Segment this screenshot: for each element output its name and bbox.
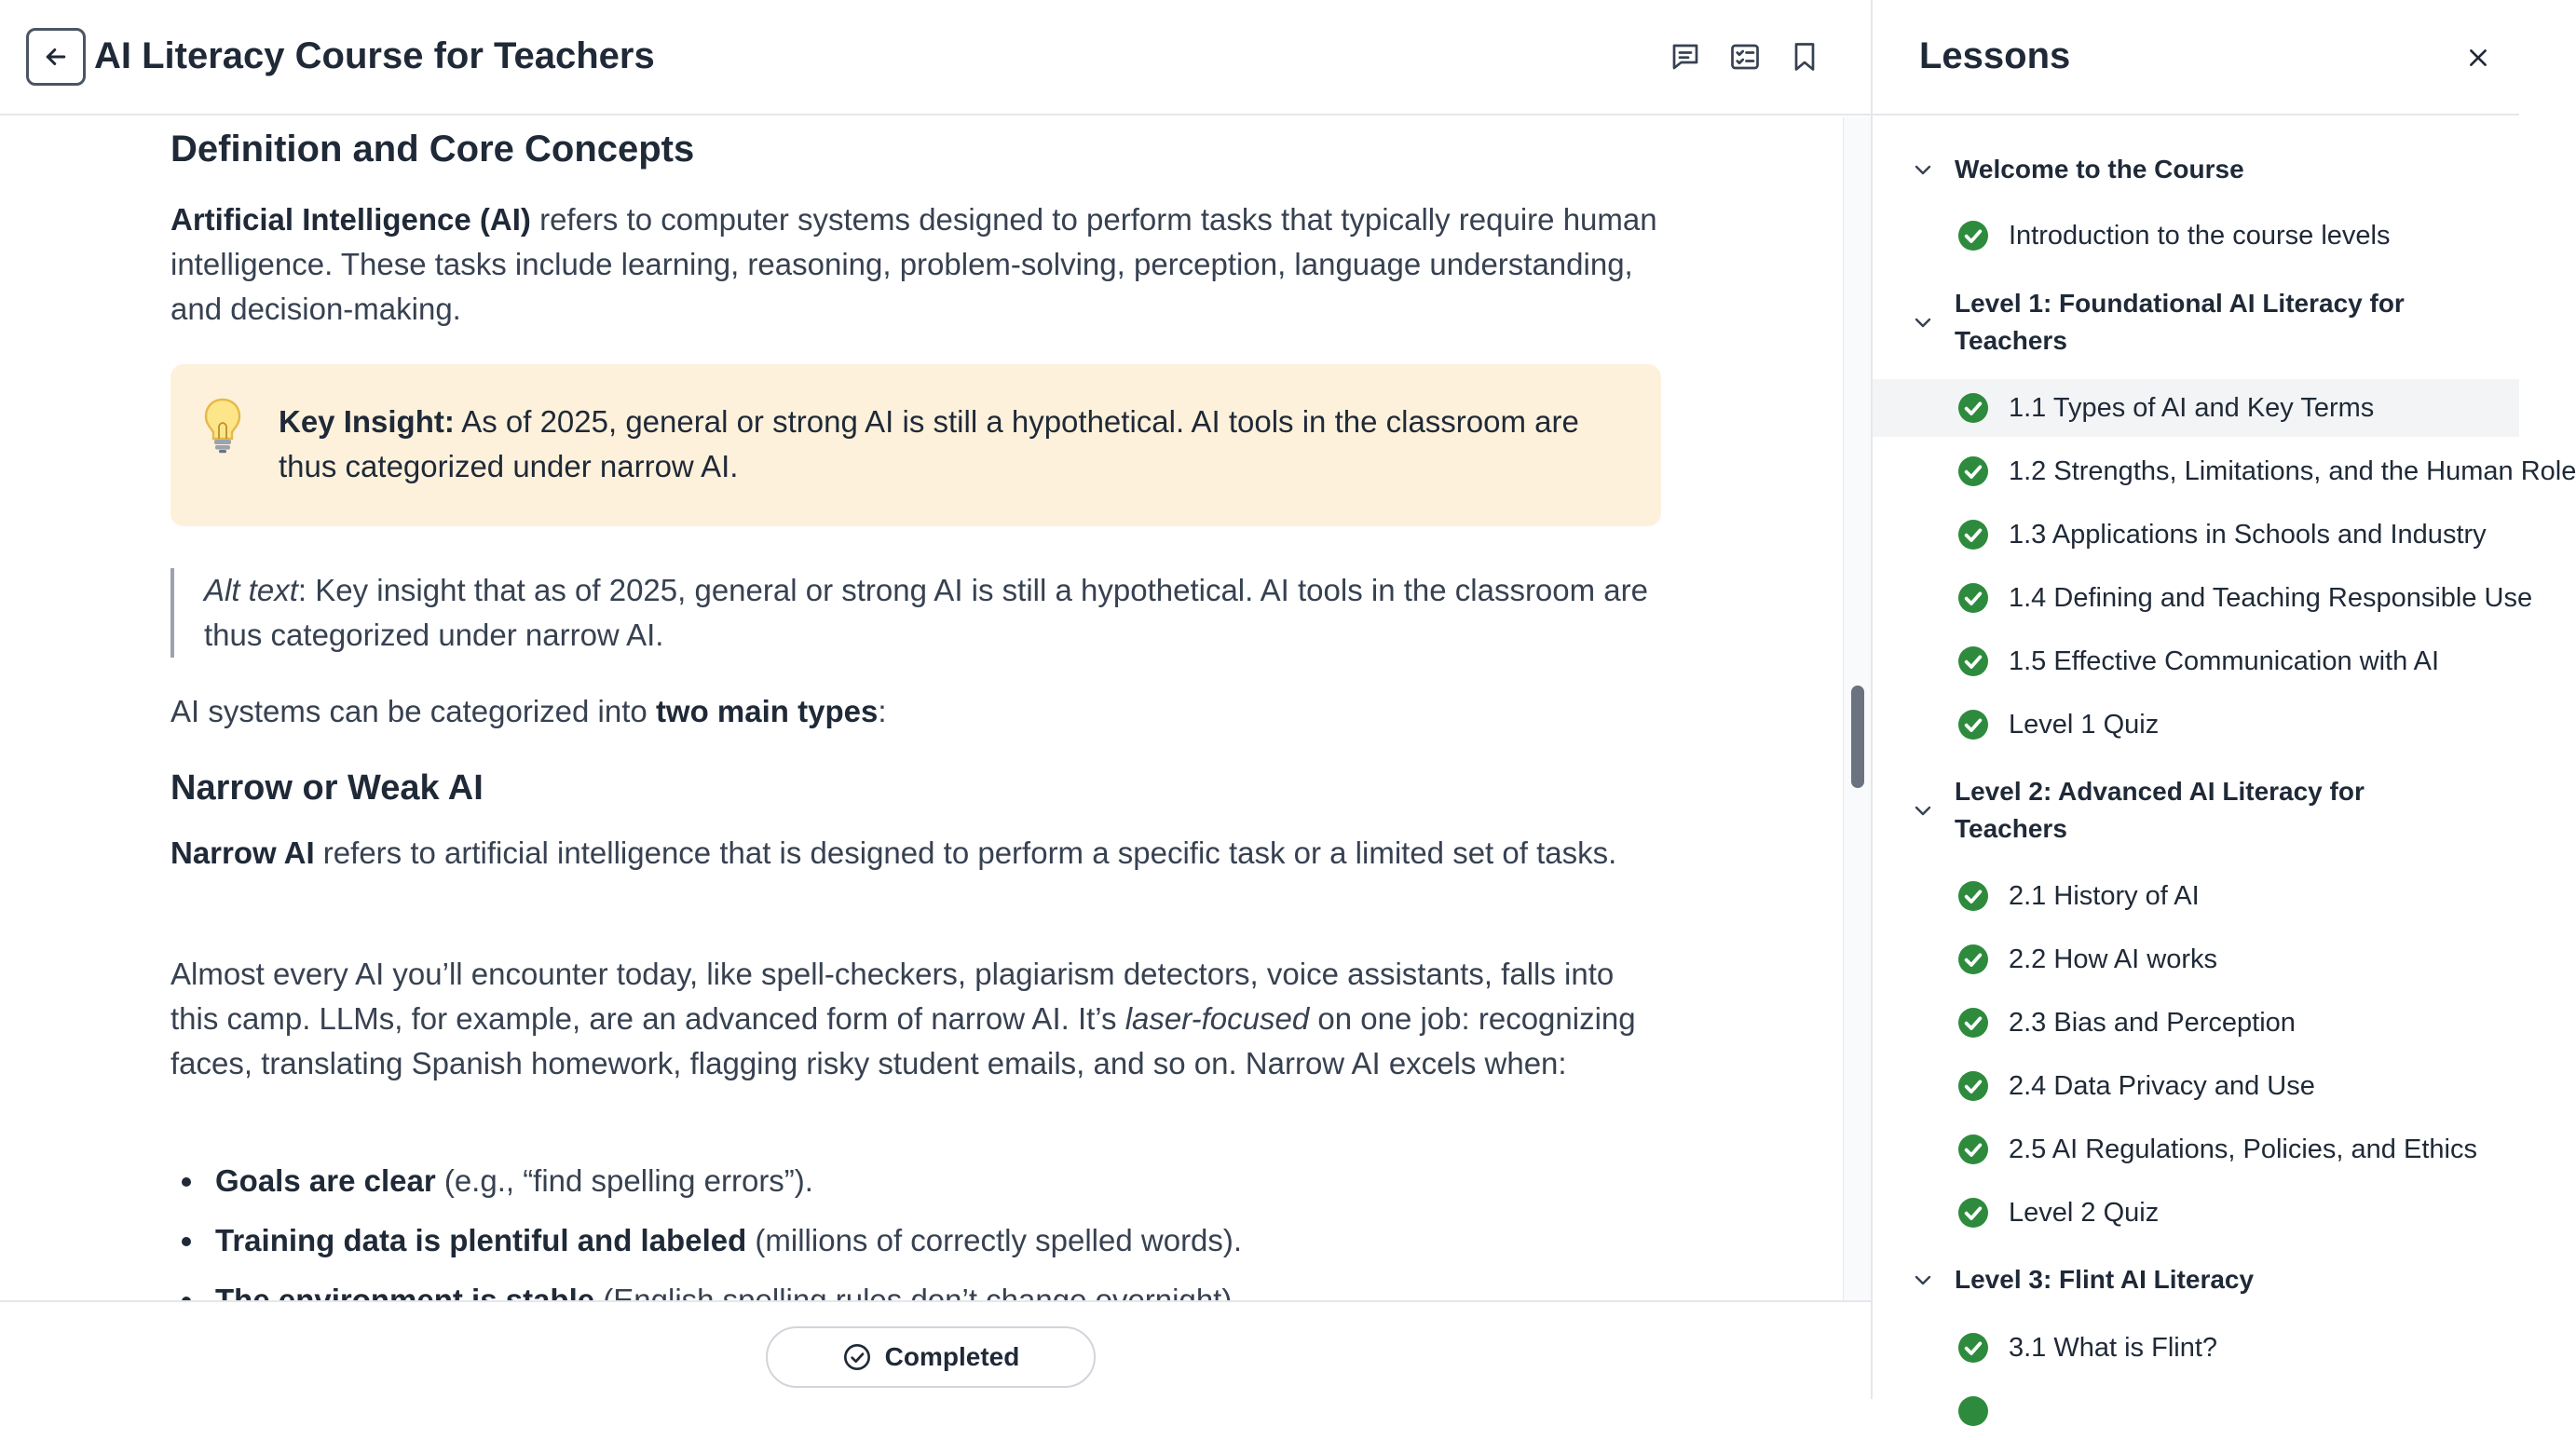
lesson-label: 2.5 AI Regulations, Policies, and Ethics — [2009, 1134, 2477, 1164]
types-intro-paragraph — [170, 689, 1661, 734]
chevron-down-icon — [1910, 1267, 1936, 1293]
check-circle-filled-icon — [1958, 944, 1988, 974]
check-circle-filled-icon — [1958, 456, 1988, 486]
bullet-text: (e.g., “find spelling errors”). — [435, 1163, 813, 1198]
lesson-label: 1.4 Defining and Teaching Responsible Use — [2009, 583, 2533, 613]
check-circle-filled-icon — [1958, 881, 1988, 911]
lesson-footer — [0, 1300, 1871, 1399]
bookmark-icon — [1788, 40, 1821, 74]
lesson-item[interactable] — [1873, 1057, 2519, 1115]
chevron-down-icon — [1910, 156, 1936, 183]
lesson-item[interactable] — [1873, 569, 2533, 627]
lesson-label: 3.1 What is Flint? — [2009, 1333, 2218, 1363]
check-circle-filled-icon — [1958, 1134, 1988, 1164]
list-item — [170, 1218, 1661, 1263]
check-circle-filled-icon — [1958, 1396, 1988, 1426]
close-icon — [2466, 46, 2490, 70]
lesson-label: Level 2 Quiz — [2009, 1198, 2160, 1228]
completed-button[interactable] — [766, 1326, 1096, 1388]
alt-text-body: : Key insight that as of 2025, general or strong AI is still a hypothetical. AI tools in the classroom are thus categorized under narrow AI. — [204, 573, 1648, 652]
lesson-item[interactable] — [1873, 632, 2519, 690]
examples-text-end: on one job: recognizing faces, translating Spanish homework, flagging risky student emails, and so on. Narrow AI excels when: — [170, 1001, 1636, 1080]
ai-term: Artificial Intelligence (AI) — [170, 202, 531, 237]
section-level-2[interactable] — [1873, 771, 2519, 849]
section-level-1[interactable] — [1873, 283, 2519, 361]
lesson-item-partial[interactable] — [1873, 1382, 2519, 1440]
check-circle-filled-icon — [1958, 646, 1988, 676]
narrow-ai-text: refers to artificial intelligence that is designed to perform a specific task or a limited set of tasks. — [314, 835, 1617, 870]
narrow-ai-heading: Narrow or Weak AI — [170, 768, 484, 808]
comment-icon — [1669, 40, 1702, 74]
lesson-item[interactable] — [1873, 696, 2519, 754]
lesson-item[interactable] — [1873, 442, 2576, 500]
check-circle-filled-icon — [1958, 583, 1988, 613]
section-welcome[interactable] — [1873, 149, 2519, 190]
section-label: Welcome to the Course — [1955, 155, 2244, 183]
alt-text-paragraph — [204, 568, 1657, 658]
lesson-label: Level 1 Quiz — [2009, 710, 2160, 740]
content-scrollbar[interactable] — [1843, 117, 1871, 1300]
chevron-down-icon — [1910, 309, 1936, 335]
lesson-label: 1.5 Effective Communication with AI — [2009, 646, 2440, 676]
check-circle-filled-icon — [1958, 1198, 1988, 1228]
lesson-item[interactable] — [1873, 994, 2519, 1052]
bullet-text: (millions of correctly spelled words). — [746, 1223, 1243, 1257]
lesson-label: 2.4 Data Privacy and Use — [2009, 1071, 2315, 1101]
key-insight-body: As of 2025, general or strong AI is still a hypothetical. AI tools in the classroom are thus categorized under narrow AI. — [279, 404, 1579, 483]
close-sidebar-button[interactable] — [2460, 39, 2497, 76]
types-intro-text: AI systems can be categorized into — [170, 694, 656, 728]
key-insight-callout — [170, 364, 1661, 526]
types-intro-colon: : — [878, 694, 887, 728]
back-button[interactable] — [26, 28, 86, 86]
two-main-types: two main types — [655, 694, 879, 728]
key-insight-text — [279, 400, 1639, 489]
check-circle-filled-icon — [1958, 1333, 1988, 1363]
lesson-item[interactable] — [1873, 506, 2519, 564]
laser-focused: laser-focused — [1124, 1001, 1310, 1036]
alt-text-quote — [170, 568, 1661, 658]
section-label: Level 2: Advanced AI Literacy for Teachers — [1955, 777, 2365, 843]
section-label: Level 1: Foundational AI Literacy for Teachers — [1955, 289, 2405, 355]
narrow-ai-definition — [170, 831, 1661, 876]
lesson-label: 1.1 Types of AI and Key Terms — [2009, 393, 2375, 423]
lesson-label: 2.1 History of AI — [2009, 881, 2200, 911]
chevron-down-icon — [1910, 797, 1936, 823]
sidebar-header — [1873, 0, 2519, 115]
check-circle-filled-icon — [1958, 1071, 1988, 1101]
lesson-label: 2.3 Bias and Perception — [2009, 1008, 2296, 1038]
bullet-bold: Goals are clear — [215, 1163, 436, 1198]
section-heading: Definition and Core Concepts — [170, 129, 695, 170]
examples-text-start: Almost every AI you’ll encounter today, like spell-checkers, plagiarism detectors, voice assistants, falls into this camp. LLMs, for example, are an advanced form of narrow AI. It’s — [170, 957, 1615, 1036]
check-circle-icon — [842, 1342, 872, 1372]
alt-text-label: Alt text — [204, 573, 298, 607]
check-circle-filled-icon — [1958, 1008, 1988, 1038]
arrow-left-icon — [42, 43, 70, 71]
check-circle-filled-icon — [1958, 710, 1988, 740]
key-insight-label: Key Insight: — [279, 404, 455, 439]
checklist-button[interactable] — [1725, 37, 1765, 76]
lesson-item-active[interactable] — [1873, 379, 2519, 437]
section-level-3[interactable] — [1873, 1259, 2519, 1300]
bookmark-button[interactable] — [1785, 37, 1824, 76]
bullet-bold: Training data is plentiful and labeled — [215, 1223, 747, 1257]
section-label: Level 3: Flint AI Literacy — [1955, 1265, 2255, 1294]
lesson-label: Introduction to the course levels — [2009, 221, 2391, 251]
comment-button[interactable] — [1666, 37, 1705, 76]
definition-paragraph — [170, 197, 1661, 332]
course-title: AI Literacy Course for Teachers — [94, 35, 655, 76]
check-circle-filled-icon — [1958, 221, 1988, 251]
lesson-item[interactable] — [1873, 931, 2519, 988]
narrow-ai-examples — [170, 952, 1661, 1086]
lesson-item[interactable] — [1873, 867, 2519, 925]
lessons-sidebar — [1871, 0, 2576, 1399]
list-item — [170, 1159, 1661, 1203]
lesson-item[interactable] — [1873, 1319, 2519, 1377]
lesson-label: 2.2 How AI works — [2009, 944, 2218, 974]
top-bar — [0, 0, 1871, 115]
checklist-icon — [1728, 40, 1762, 74]
lesson-content — [0, 117, 1843, 1300]
lesson-label: 1.3 Applications in Schools and Industry — [2009, 520, 2487, 550]
narrow-ai-term: Narrow AI — [170, 835, 315, 870]
lightbulb-icon — [204, 398, 241, 454]
lesson-item[interactable] — [1873, 207, 2519, 265]
completed-label: Completed — [884, 1342, 1020, 1371]
sidebar-title: Lessons — [1919, 35, 2071, 76]
lesson-label: 1.2 Strengths, Limitations, and the Human Role — [2009, 456, 2576, 486]
check-circle-filled-icon — [1958, 520, 1988, 550]
definition-text: refers to computer systems designed to perform tasks that typically require human intelligence. These tasks include learning, reasoning, problem-solving, perception, language understanding, and decision-making. — [170, 202, 1657, 326]
lesson-item[interactable] — [1873, 1121, 2519, 1178]
check-circle-filled-icon — [1958, 393, 1988, 423]
scrollbar-thumb[interactable] — [1851, 686, 1864, 788]
lesson-item[interactable] — [1873, 1184, 2519, 1242]
